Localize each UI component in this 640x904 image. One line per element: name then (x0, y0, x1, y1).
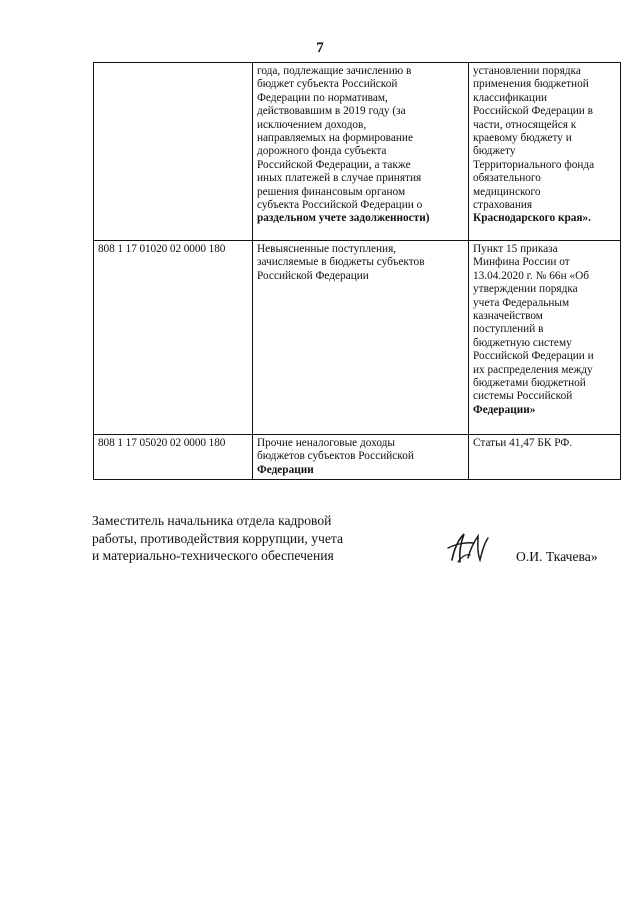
signer-title-line: Заместитель начальника отдела кадровой (92, 513, 332, 528)
basis-line: установлении порядка (473, 65, 581, 77)
basis-line: медицинского (473, 185, 541, 198)
basis-line: Российской Федерации в (473, 105, 594, 118)
basis-line: казначейством (473, 310, 543, 323)
name-line: Федерации по нормативам, (257, 91, 388, 104)
name-cell (253, 241, 469, 435)
basis-line: Федерации» (473, 403, 536, 416)
basis-line: Территориального фонда (473, 158, 595, 171)
basis-line: бюджету (473, 145, 516, 158)
basis-line: поступлений в (473, 323, 544, 336)
basis-line: Статьи 41,47 БК РФ. (473, 437, 573, 449)
name-line: года, подлежащие зачислению в (257, 65, 412, 77)
name-line: иных платежей в случае принятия (257, 172, 422, 185)
basis-line: их распределения между (473, 363, 593, 376)
name-line: раздельном учете задолженности) (257, 212, 430, 225)
basis-line: части, относящейся к (473, 118, 577, 131)
code-cell: 808 1 17 01020 02 0000 180 (94, 241, 253, 435)
basis-line: бюджетную систему (473, 336, 572, 349)
basis-line: Краснодарского края». (473, 212, 591, 225)
name-line: Невыясненные поступления, (257, 243, 397, 255)
name-line: направляемых на формирование (257, 132, 413, 145)
signer-name: О.И. Ткачева» (516, 549, 598, 564)
basis-line: системы Российской (473, 390, 573, 403)
basis-line: Пункт 15 приказа (473, 243, 558, 255)
handwritten-signature (444, 528, 492, 568)
basis-line: краевому бюджету и (473, 132, 572, 145)
code-cell: 808 1 17 05020 02 0000 180 (94, 435, 253, 480)
name-line: Российской Федерации (257, 269, 369, 282)
basis-line: страхования (473, 199, 533, 212)
basis-line: 13.04.2020 г. № 66н «Об (473, 269, 589, 282)
signer-title (92, 512, 343, 565)
budget-classification-table (93, 62, 621, 480)
name-line: бюджет субъекта Российской (257, 78, 398, 91)
signer-title-line: работы, противодействия коррупции, учета (92, 530, 344, 546)
basis-line: применения бюджетной (473, 78, 589, 91)
name-line: субъекта Российской Федерации о (257, 199, 423, 212)
table-row (94, 241, 621, 435)
code-cell (94, 63, 253, 241)
name-line: бюджетов субъектов Российской (257, 450, 414, 463)
basis-line: Российской Федерации и (473, 350, 594, 363)
name-cell (253, 63, 469, 241)
basis-line: учета Федеральным (473, 296, 570, 309)
basis-cell (469, 435, 621, 480)
basis-cell (469, 241, 621, 435)
name-line: Прочие неналоговые доходы (257, 437, 395, 449)
name-line: действовавшим в 2019 году (за (257, 105, 406, 118)
basis-line: утверждении порядка (473, 283, 578, 296)
name-line: Российской Федерации, а также (257, 158, 411, 171)
basis-line: бюджетами бюджетной (473, 377, 586, 390)
name-cell (253, 435, 469, 480)
table-row (94, 435, 621, 480)
name-line: дорожного фонда субъекта (257, 145, 387, 158)
name-line: исключением доходов, (257, 118, 367, 131)
basis-line: Минфина России от (473, 256, 570, 269)
page-number: 7 (316, 40, 324, 56)
basis-cell (469, 63, 621, 241)
signer-title-line: и материально-технического обеспечения (92, 548, 334, 563)
name-line: Федерации (257, 463, 314, 476)
basis-line: классификации (473, 91, 548, 104)
name-line: решения финансовым органом (257, 185, 406, 198)
table-row (94, 63, 621, 241)
basis-line: обязательного (473, 172, 541, 185)
name-line: зачисляемые в бюджеты субъектов (257, 256, 425, 269)
